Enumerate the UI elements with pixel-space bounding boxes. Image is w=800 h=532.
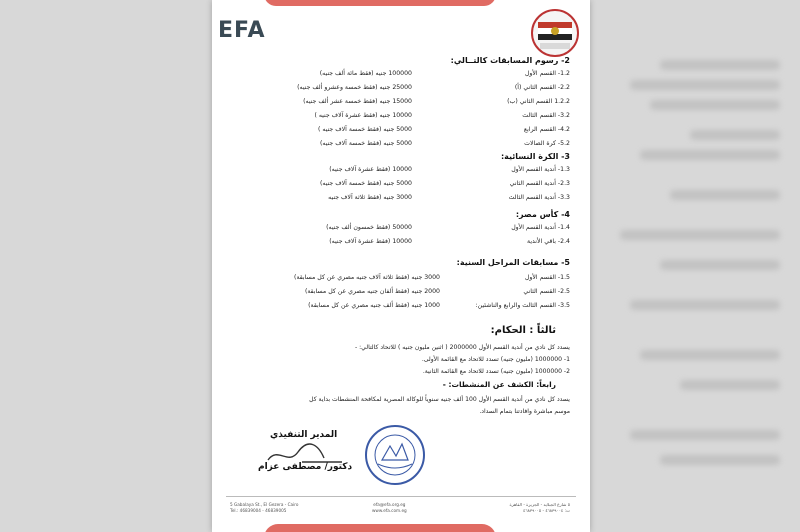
row-label: 4.2- القسم الرابع bbox=[523, 126, 570, 133]
row-label: 2.5- القسم الثاني bbox=[523, 288, 570, 295]
row-value: 1000 جنيه (فقط ألف جنيه مصري عن كل مسابقة) bbox=[308, 302, 440, 309]
section-5-row bbox=[270, 274, 570, 285]
row-value: 5000 جنيه (فقط خمسة آلاف جنيه ) bbox=[318, 126, 412, 133]
official-stamp-icon bbox=[364, 424, 426, 486]
section-3-row bbox=[270, 194, 570, 205]
row-label: 1.4- أندية القسم الأول bbox=[511, 224, 570, 231]
footer-address bbox=[230, 502, 298, 514]
section-2-row bbox=[270, 98, 570, 109]
row-value: 2000 جنيه (فقط ألفان جنيه مصري عن كل مسابقة) bbox=[304, 288, 440, 295]
row-value: 10000 (فقط عشرة آلاف جنيه) bbox=[329, 238, 412, 245]
signer-title: المدير التنفيذي bbox=[270, 430, 338, 440]
row-value: 25000 جنيه (فقط خمسة وعشرو ألف جنيه) bbox=[297, 84, 412, 91]
row-label: 1.5- القسم الأول bbox=[524, 274, 570, 281]
row-value: 50000 (فقط خمسون ألف جنيه) bbox=[326, 224, 412, 231]
referees-intro: يسدد كل نادي من أندية القسم الأول 2000000 ( اثنين مليون جنيه ) للاتحاد كالتالي: - bbox=[354, 344, 570, 351]
row-value: 3000 جنيه (فقط ثلاثة آلاف جنيه bbox=[328, 194, 412, 201]
footer-arabic-address-line: ٥ شارع الجبلاية - الجزيرة - القاهرة bbox=[509, 502, 570, 507]
row-value: 5000 جنيه (فقط خمسة آلاف جنيه) bbox=[319, 180, 412, 187]
footer-contact bbox=[372, 502, 407, 514]
row-label: 2.4- باقي الأندية bbox=[527, 238, 570, 245]
section-3-title: 3- الكرة النسائية: bbox=[500, 152, 570, 161]
doping-text-line: موسم مباشرة وافادتنا بتمام السداد. bbox=[479, 408, 570, 415]
row-label: 3.2- القسم الثالث bbox=[522, 112, 570, 119]
federation-emblem-icon bbox=[530, 8, 580, 58]
efa-logo: EFA bbox=[218, 18, 266, 43]
row-value: 15000 جنيه (فقط خمسة عشر ألف جنيه) bbox=[303, 98, 412, 105]
footer-website: www.efa.com.eg bbox=[372, 508, 407, 513]
row-value: 100000 جنيه (فقط مائة ألف جنيه) bbox=[319, 70, 412, 77]
section-4-title: 4- كأس مصر: bbox=[515, 210, 570, 219]
referees-item: 2- 1000000 (مليون جنيه) تسدد للاتحاد مع القائمة الثانية. bbox=[422, 368, 570, 375]
blurred-background-left bbox=[0, 0, 212, 532]
section-5-row bbox=[270, 288, 570, 299]
row-label: 2.3- أندية القسم الثاني bbox=[509, 180, 570, 187]
section-2-title: 2- رسوم المسابقات كالتــالي: bbox=[450, 56, 570, 65]
footer-accent-bar bbox=[264, 524, 496, 532]
row-label: 2.2- القسم الثاني (أ) bbox=[514, 84, 570, 91]
section-2-row bbox=[270, 84, 570, 95]
footer-address-line: 5 Gabalaya St., El Gezera - Cairo bbox=[230, 502, 299, 507]
section-3-row bbox=[270, 180, 570, 191]
section-2-row bbox=[270, 112, 570, 123]
section-4-row bbox=[270, 238, 570, 249]
document-page bbox=[212, 0, 590, 532]
row-label: 3.5- القسم الثالث والرابع والناشئين: bbox=[475, 302, 570, 309]
row-value: 3000 جنيه (فقط ثلاثة آلاف جنيه مصري عن كل مسابقة) bbox=[294, 274, 440, 281]
referees-item: 1- 1000000 (مليون جنيه) تسدد للاتحاد مع القائمة الأولى. bbox=[421, 356, 570, 363]
row-value: 10000 جنيه (فقط عشرة آلاف جنيه ) bbox=[314, 112, 412, 119]
section-5-title: 5- مسابقات المراحل السنية: bbox=[456, 258, 570, 267]
row-label: 1.3- أندية القسم الأول bbox=[511, 166, 570, 173]
row-label: 1.2- القسم الأول bbox=[524, 70, 570, 77]
section-2-row bbox=[270, 140, 570, 151]
header-accent-bar bbox=[264, 0, 496, 6]
footer-phone-line: Tel.: 46839004 - 46839005 bbox=[230, 508, 287, 513]
section-3-row bbox=[270, 166, 570, 177]
section-4-row bbox=[270, 224, 570, 235]
row-label: 1.2.2 القسم الثاني (ب) bbox=[507, 98, 570, 105]
referees-title: ثالثاً : الحكام: bbox=[490, 325, 556, 336]
section-2-row bbox=[270, 70, 570, 81]
footer-arabic-phone-line: ت: ٤٦٨٣٩٠٠٤ - ٤٦٨٣٩٠٠٥ bbox=[523, 508, 570, 513]
footer-divider bbox=[226, 496, 576, 497]
footer-arabic-address bbox=[509, 502, 570, 514]
doping-text-line: يسدد كل نادي من أندية القسم الأول 100 ألف جنيه سنوياً للوكالة المصرية لمكافحة المنشطات بداية كل bbox=[309, 396, 570, 403]
signer-name: دكتور/ مصطفى عزام bbox=[258, 462, 353, 472]
section-5-row bbox=[270, 302, 570, 313]
row-label: 3.3- أندية القسم الثالث bbox=[508, 194, 570, 201]
footer-email: efa@efa.org.eg bbox=[373, 502, 406, 507]
section-2-row bbox=[270, 126, 570, 137]
doping-title: رابعاً: الكشف عن المنشطات: - bbox=[442, 380, 556, 389]
row-label: 5.2- كرة الصالات bbox=[524, 140, 570, 147]
row-value: 5000 جنيه (فقط خمسة آلاف جنيه) bbox=[319, 140, 412, 147]
row-value: 10000 (فقط عشرة آلاف جنيه) bbox=[329, 166, 412, 173]
blurred-background-right bbox=[590, 0, 800, 532]
